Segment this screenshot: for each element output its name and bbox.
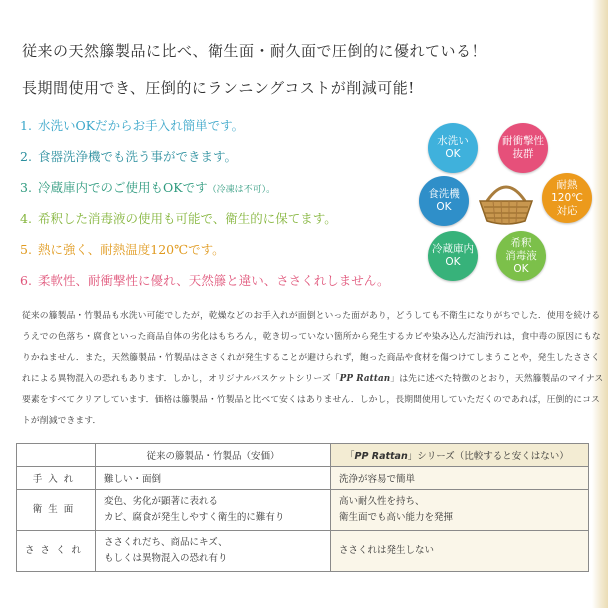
- pp-cell: 洗浄が容易で簡単: [331, 467, 589, 490]
- feature-number: 1.: [20, 118, 32, 133]
- feature-number: 4.: [20, 211, 32, 226]
- paragraph-text-1: 従来の籐製品・竹製品も水洗い可能でしたが，乾燥などのお手入れが面倒といった面があり，どうしても不衛生になりがちでした．使用を続けるうえでの色落ち・腐食といった商品自体の劣化はもちろん，乾き切っていない箇所から発生するカビや染み込んだ油汚れは，食中毒の原因にもなりかねません．また，天然籐製品・竹製品はささくれが発生することが避けられず，飽った商品や食材を傷つけてしまうことや，発生したささくれによる異物混入の恐れもあります．しかし，オリジナルバスケットシリーズ「: [22, 311, 601, 384]
- feature-text: 希釈した消毒液の使用も可能で、衛生的に保てます。: [38, 211, 337, 226]
- feature-item: [20, 172, 390, 203]
- feature-text: 食器洗浄機でも洗う事ができます。: [38, 149, 238, 164]
- feature-item: [20, 234, 390, 265]
- feature-note: （冷凍は不可）。: [207, 185, 276, 195]
- table-row: [17, 467, 589, 490]
- paragraph-text-2: 」は先に述べた特徴のとおり，天然籐製品のマイナス要素をすべてクリアしています．価格は籐製品・竹製品と比べて安くはありません．しかし，長期間使用していただくのであれば，圧倒的にコストが削減できます．: [22, 374, 604, 426]
- traditional-cell: ささくれだち、商品にキズ、 もしくは異物混入の恐れ有り: [96, 531, 331, 572]
- traditional-cell: 変色、劣化が顕著に表れる カビ、腐食が発生しやすく衛生的に難有り: [96, 490, 331, 531]
- brand-name: PP Rattan: [354, 451, 408, 462]
- feature-item: [20, 110, 390, 141]
- feature-list: [20, 110, 390, 296]
- row-label: 衛生面: [17, 490, 96, 531]
- bubble-heat-resistant: 耐熱 120℃ 対応: [542, 173, 592, 223]
- feature-number: 3.: [20, 180, 32, 195]
- brand-name: PP Rattan: [339, 374, 391, 384]
- header-traditional: 従来の籐製品・竹製品（安価）: [96, 444, 331, 467]
- row-label: 手入れ: [17, 467, 96, 490]
- pp-cell: 高い耐久性を持ち、 衛生面でも高い能力を発揮: [331, 490, 589, 531]
- table-row: [17, 490, 589, 531]
- bubble-disinfectant: 希釈 消毒液 OK: [496, 231, 546, 281]
- feature-item: [20, 141, 390, 172]
- basket-icon: [475, 175, 537, 227]
- feature-item: [20, 265, 390, 296]
- feature-text: 冷蔵庫内でのご使用もOKです: [38, 180, 208, 195]
- headline-line-1: 従来の天然籐製品に比べ、衛生面・耐久面で圧倒的に優れている！: [22, 42, 488, 60]
- traditional-cell: 難しい・面倒: [96, 467, 331, 490]
- feature-bubble-diagram: [418, 113, 603, 293]
- bubble-impact-resistant: 耐衝撃性 抜群: [498, 123, 548, 173]
- description-paragraph: [22, 306, 605, 432]
- table-row: [17, 531, 589, 572]
- feature-item: [20, 203, 390, 234]
- pp-cell: ささくれは発生しない: [331, 531, 589, 572]
- bubble-dishwasher: 食洗機 OK: [419, 176, 469, 226]
- table-header-row: [17, 444, 589, 467]
- headline-line-2: 長期間使用でき、圧倒的にランニングコストが削減可能!: [22, 79, 415, 97]
- right-decorative-stripe: [592, 0, 608, 608]
- bubble-washable: 水洗い OK: [428, 123, 478, 173]
- feature-number: 5.: [20, 242, 32, 257]
- feature-text: 柔軟性、耐衝撃性に優れ、天然籐と違い、ささくれしません。: [38, 273, 390, 288]
- header-pp-rattan: 「PP Rattan」シリーズ（比較すると安くはない）: [331, 444, 589, 467]
- feature-text: 熱に強く、耐熱温度120℃です。: [38, 242, 225, 257]
- bubble-refrigerator: 冷蔵庫内 OK: [428, 231, 478, 281]
- feature-number: 6.: [20, 273, 32, 288]
- header-blank-cell: [17, 444, 96, 467]
- comparison-table: [16, 443, 589, 572]
- row-label: ささくれ: [17, 531, 96, 572]
- feature-number: 2.: [20, 149, 32, 164]
- feature-text: 水洗いOKだからお手入れ簡単です。: [38, 118, 245, 133]
